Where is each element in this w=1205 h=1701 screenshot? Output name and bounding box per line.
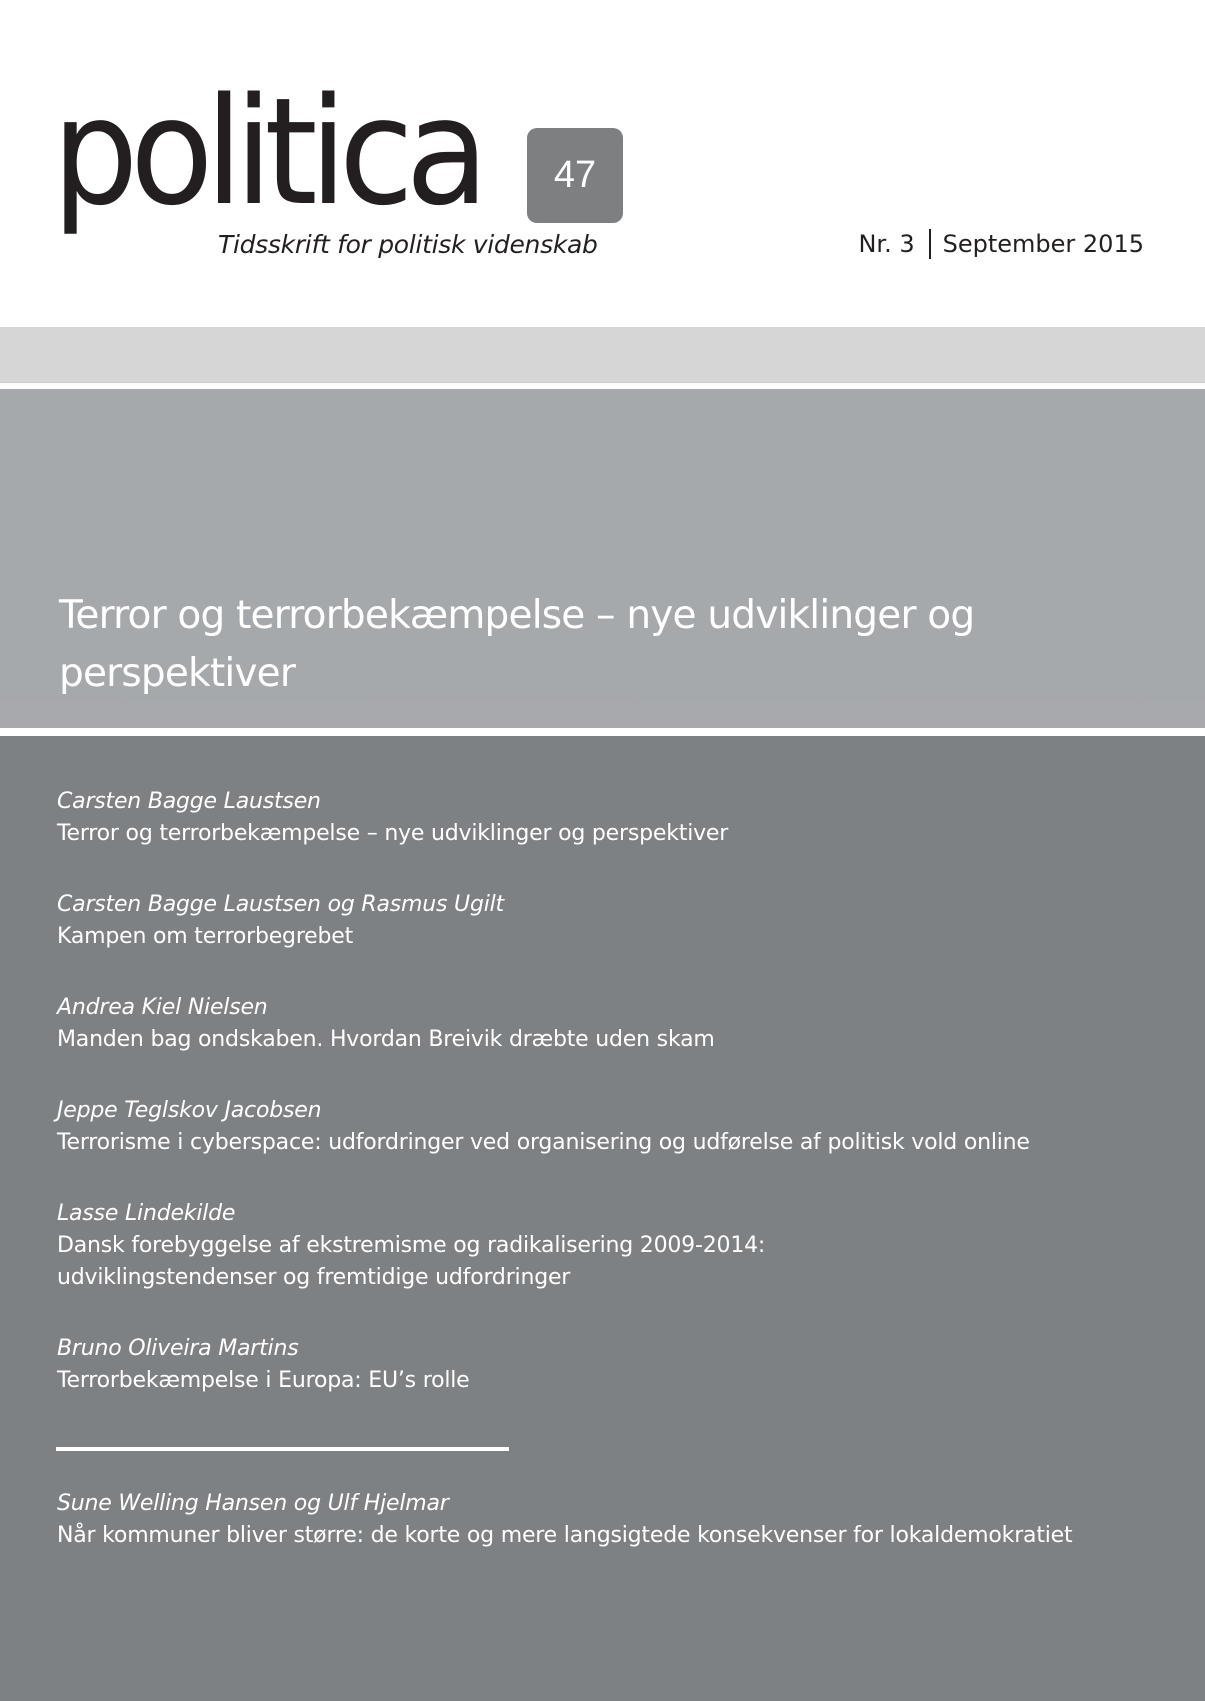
other-articles xyxy=(57,1488,1177,1591)
issue-info xyxy=(858,229,1144,259)
article-author: Sune Welling Hansen og Ulf Hjelmar xyxy=(57,1491,449,1516)
section-divider xyxy=(56,1447,509,1451)
issue-date: September 2015 xyxy=(942,230,1144,258)
article-title: Terror og terrorbekæmpelse – nye udviklinger og perspektiver xyxy=(57,821,729,846)
journal-logo: politica xyxy=(52,66,481,238)
article-entry xyxy=(57,1333,1177,1397)
article-title: Terrorbekæmpelse i Europa: EU’s rolle xyxy=(57,1368,470,1393)
article-author: Carsten Bagge Laustsen og Rasmus Ugilt xyxy=(57,892,504,917)
article-title: Dansk forebyggelse af ekstremisme og radikalisering 2009-2014: xyxy=(57,1233,766,1258)
decorative-band-light xyxy=(0,327,1205,383)
table-of-contents xyxy=(57,786,1177,1436)
article-entry xyxy=(57,1488,1177,1552)
theme-title: Terror og terrorbekæmpelse – nye udviklinger og perspektiver xyxy=(59,593,975,696)
issue-number: Nr. 3 xyxy=(858,230,915,258)
article-title: Kampen om terrorbegrebet xyxy=(57,924,354,949)
article-author: Jeppe Teglskov Jacobsen xyxy=(57,1098,322,1123)
article-author: Carsten Bagge Laustsen xyxy=(57,789,321,814)
article-title: Når kommuner bliver større: de korte og mere langsigtede konsekvenser for lokaldemokratiet xyxy=(57,1523,1073,1548)
article-author: Bruno Oliveira Martins xyxy=(57,1336,299,1361)
band-separator xyxy=(0,728,1205,736)
article-entry xyxy=(57,889,1177,953)
volume-badge: 47 xyxy=(527,128,623,223)
article-title: Manden bag ondskaben. Hvordan Breivik dræbte uden skam xyxy=(57,1027,715,1052)
article-entry xyxy=(57,1095,1177,1159)
article-author: Andrea Kiel Nielsen xyxy=(57,995,268,1020)
article-title-continued: udviklingstendenser og fremtidige udfordringer xyxy=(57,1265,571,1290)
article-entry xyxy=(57,786,1177,850)
article-entry xyxy=(57,992,1177,1056)
article-title: Terrorisme i cyberspace: udfordringer ved organisering og udførelse af politisk vold online xyxy=(57,1130,1030,1155)
cover-header xyxy=(0,0,1205,327)
journal-tagline: Tidsskrift for politisk videnskab xyxy=(218,230,598,259)
article-author: Lasse Lindekilde xyxy=(57,1201,236,1226)
issue-separator xyxy=(929,229,931,259)
article-entry xyxy=(57,1198,1177,1294)
